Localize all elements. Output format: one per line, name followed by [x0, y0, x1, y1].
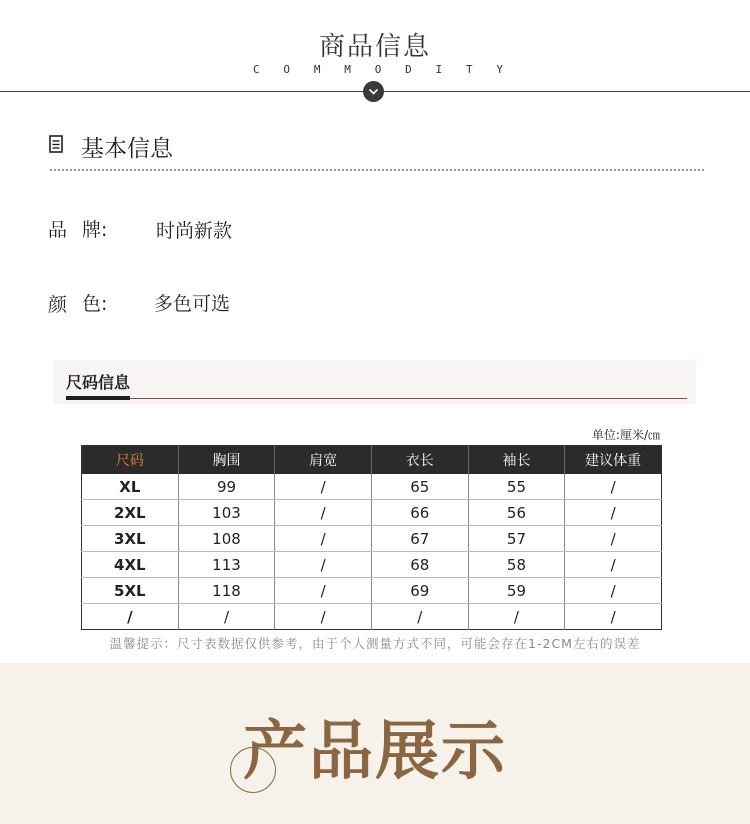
page-subtitle: [253, 63, 503, 76]
color-label-b: 色:: [82, 293, 108, 315]
column-header: 建议体重: [565, 446, 662, 475]
section-title-size: 尺码信息: [66, 373, 131, 392]
table-cell: 5XL: [82, 578, 179, 604]
table-row: [82, 526, 662, 552]
table-cell: 99: [178, 474, 275, 500]
subtitle-letter: M: [344, 63, 351, 76]
size-heading-rule: [130, 398, 687, 399]
document-icon: [49, 135, 63, 153]
color-value: 多色可选: [154, 293, 231, 315]
table-cell: /: [275, 474, 372, 500]
brand-label-b: 牌:: [82, 219, 108, 241]
table-cell: 118: [178, 578, 275, 604]
size-heading-underline: [66, 396, 130, 400]
display-title: 产品展示: [243, 714, 507, 789]
table-cell: 113: [178, 552, 275, 578]
table-cell: 58: [468, 552, 565, 578]
table-cell: /: [565, 552, 662, 578]
size-table-note: 温馨提示：尺寸表数据仅供参考，由于个人测量方式不同，可能会存在1-2CM左右的误差: [109, 636, 641, 651]
table-cell: /: [82, 604, 179, 630]
subtitle-letter: M: [313, 63, 321, 76]
table-cell: /: [468, 604, 565, 630]
table-cell: /: [565, 578, 662, 604]
table-cell: 57: [468, 526, 565, 552]
table-cell: /: [178, 604, 275, 630]
column-header: 尺码: [82, 446, 179, 475]
subtitle-letter: O: [374, 63, 382, 76]
table-cell: /: [610, 607, 616, 626]
table-row: [82, 474, 662, 500]
table-cell: 69: [371, 578, 468, 604]
size-table: [81, 445, 662, 630]
column-header: 衣长: [371, 446, 468, 475]
table-row: [82, 604, 662, 630]
table-cell: /: [371, 604, 468, 630]
column-header: 袖长: [468, 446, 565, 475]
table-cell: 67: [371, 526, 468, 552]
table-cell: 65: [371, 474, 468, 500]
table-row: [82, 500, 662, 526]
subtitle-letter: C: [253, 63, 260, 76]
table-cell: 3XL: [82, 526, 179, 552]
table-cell: 56: [468, 500, 565, 526]
table-row: [82, 552, 662, 578]
subtitle-letter: D: [405, 63, 412, 76]
brand-value: 时尚新款: [156, 220, 233, 242]
page-title: 商品信息: [318, 32, 431, 62]
column-header: 胸围: [178, 446, 275, 475]
table-header-row: [82, 446, 662, 475]
table-cell: 68: [371, 552, 468, 578]
subtitle-letter: O: [283, 63, 291, 76]
column-header: 肩宽: [275, 446, 372, 475]
table-cell: 2XL: [82, 500, 179, 526]
color-label-a: 颜: [48, 294, 68, 316]
subtitle-letter: T: [465, 63, 473, 76]
unit-label: 单位:厘米/㎝: [591, 428, 660, 442]
table-cell: /: [275, 552, 372, 578]
table-cell: 59: [468, 578, 565, 604]
table-cell: /: [565, 474, 662, 500]
table-cell: /: [565, 526, 662, 552]
table-cell: /: [275, 578, 372, 604]
dotted-divider: [50, 169, 704, 171]
table-cell: 103: [178, 500, 275, 526]
subtitle-letter: Y: [496, 63, 503, 76]
brand-label-a: 品: [48, 219, 68, 241]
table-cell: 4XL: [82, 552, 179, 578]
table-cell: XL: [82, 474, 179, 500]
table-cell: 108: [178, 526, 275, 552]
table-cell: /: [275, 526, 372, 552]
table-cell: /: [275, 604, 372, 630]
subtitle-letter: I: [435, 63, 443, 76]
table-cell: /: [275, 500, 372, 526]
table-cell: 66: [371, 500, 468, 526]
chevron-down-icon: [363, 81, 384, 102]
table-cell: 55: [468, 474, 565, 500]
section-title-basic: 基本信息: [81, 136, 173, 162]
table-cell: /: [565, 500, 662, 526]
table-row: [82, 578, 662, 604]
